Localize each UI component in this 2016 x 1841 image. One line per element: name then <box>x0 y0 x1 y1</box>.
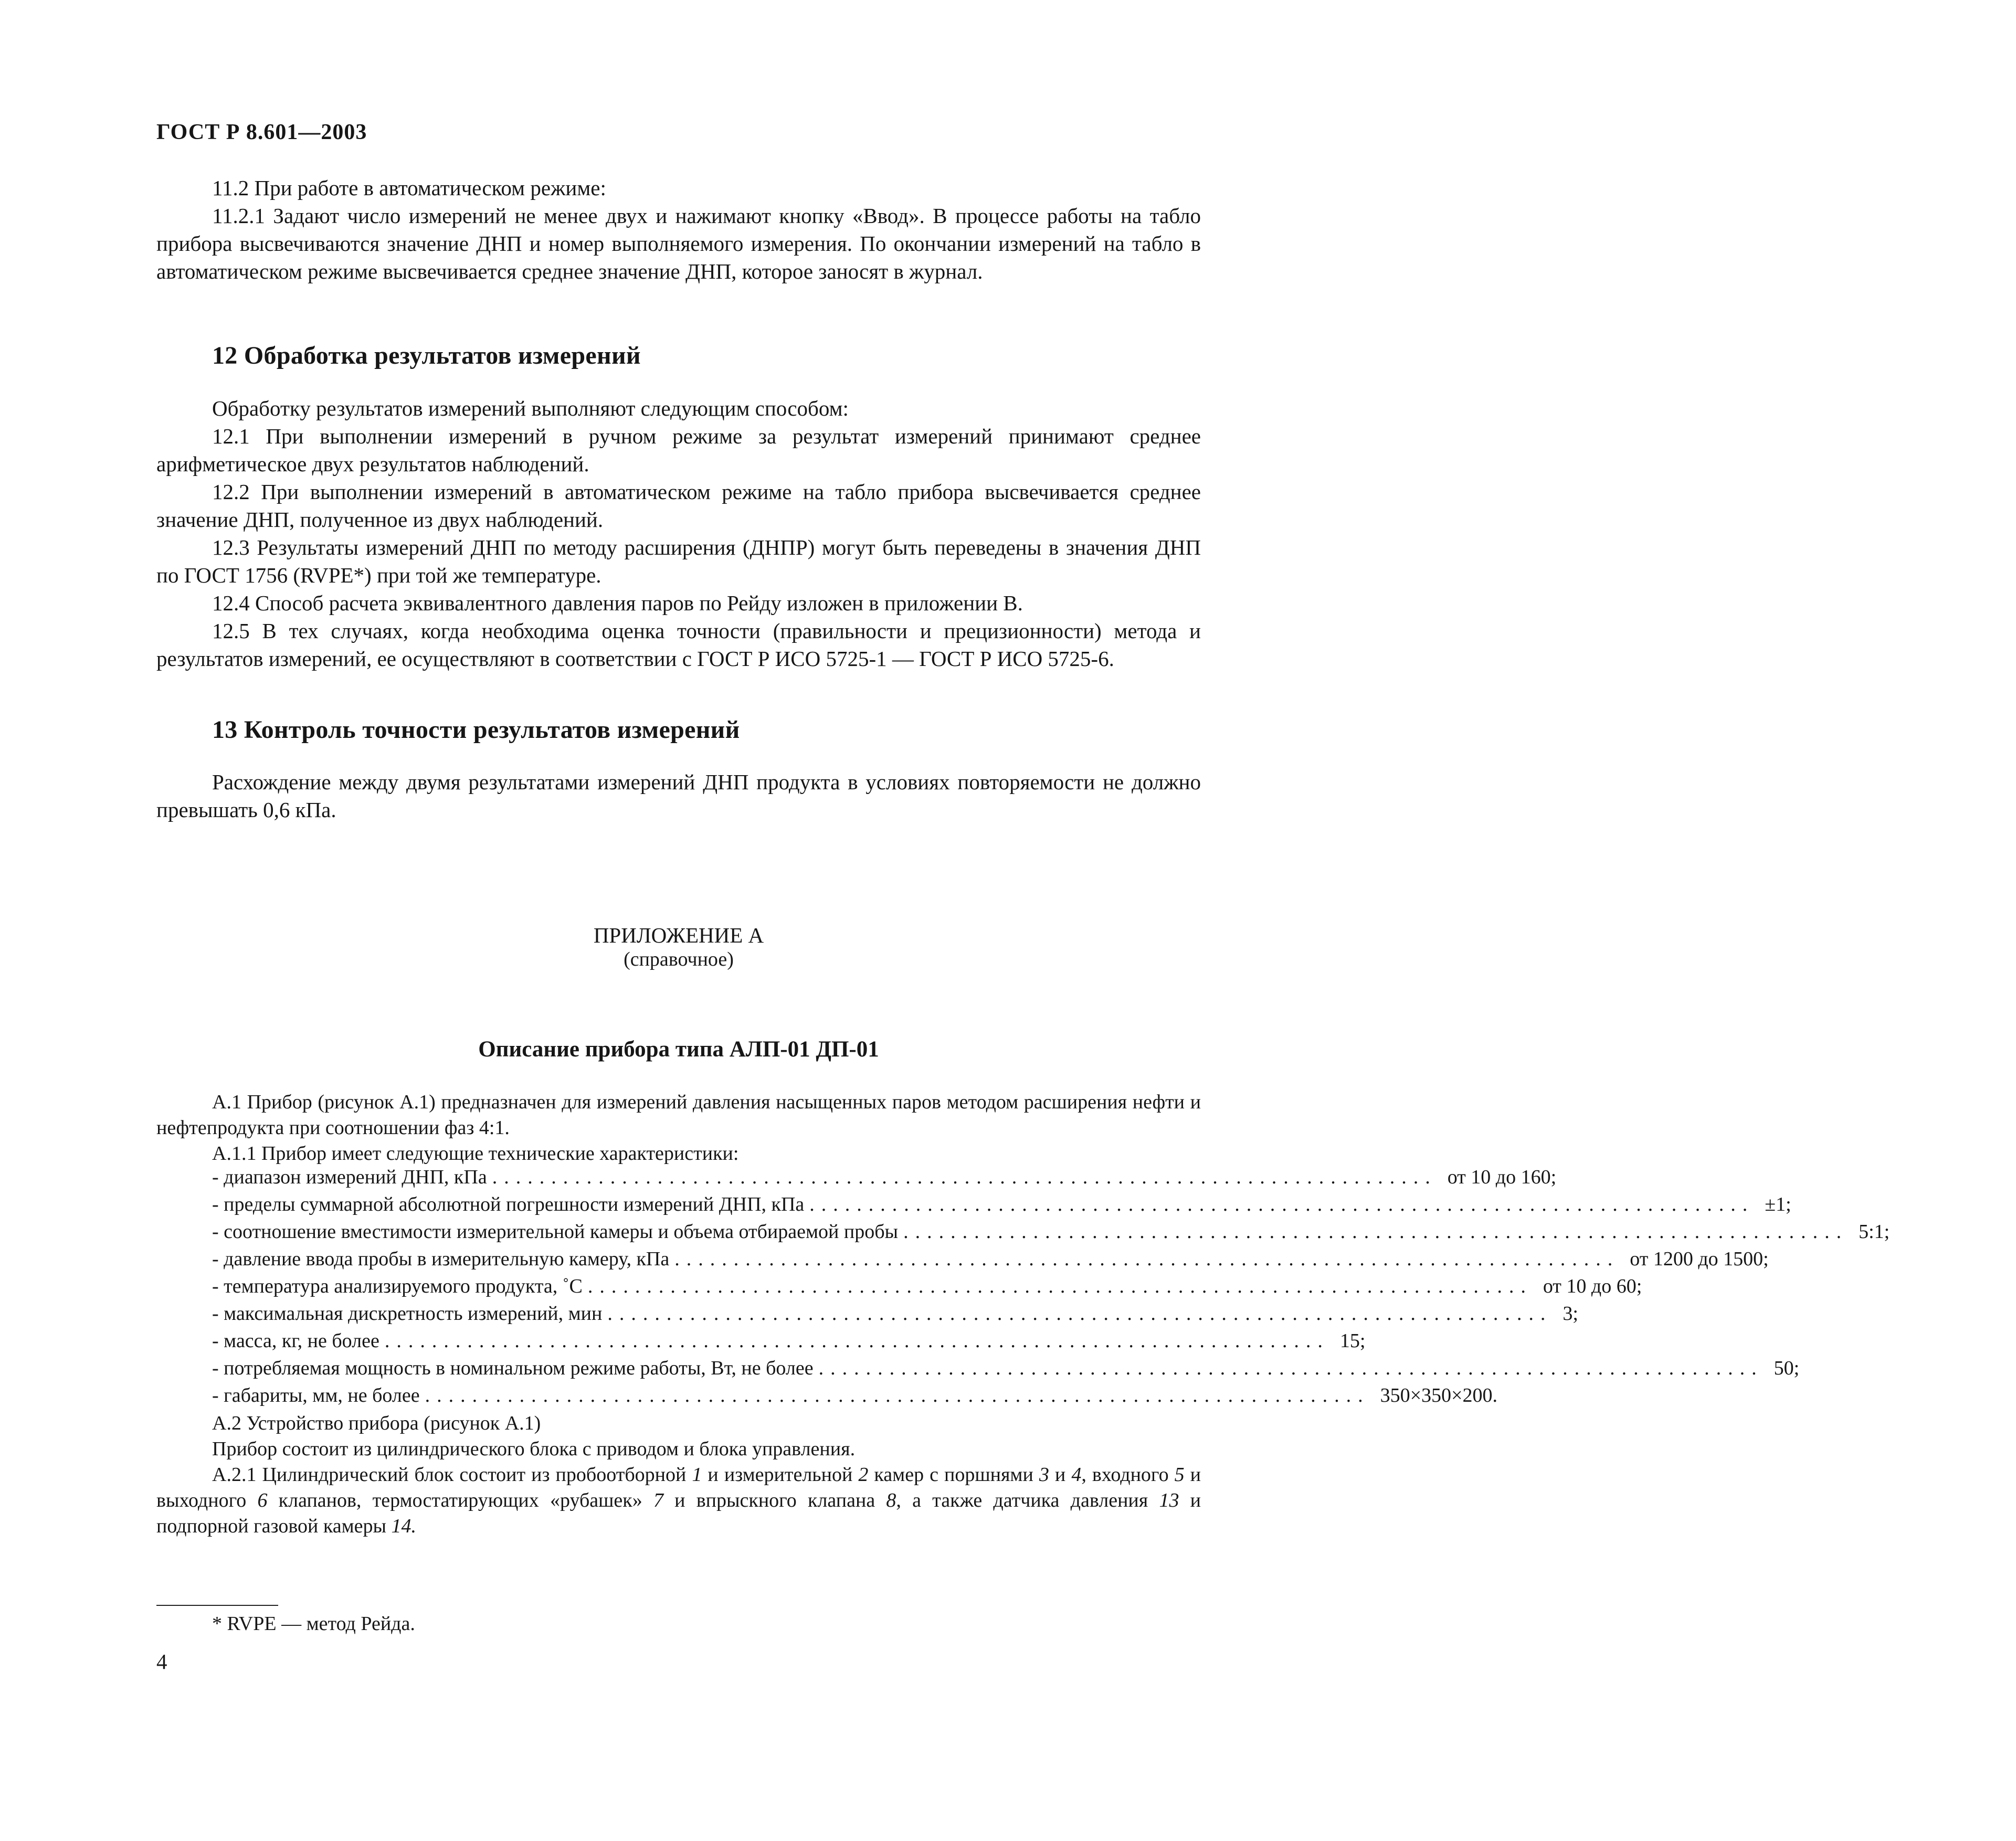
spec-row <box>212 1220 1890 1247</box>
dot-leader: ................................................................................ <box>492 1166 1437 1188</box>
dot-leader: ................................................................................ <box>903 1221 1849 1243</box>
specifications-list <box>212 1166 1890 1411</box>
paragraph-11-2-1: 11.2.1 Задают число измерений не менее двух и нажимают кнопку «Ввод». В процессе работы на табло прибора высвечиваются значение ДНП и номер выполняемого измерения. По окончании измерений на табло в автоматическом режиме высвечивается среднее значение ДНП, которое заносят в журнал. <box>156 204 1201 283</box>
a21-text: камер с поршнями <box>868 1464 1039 1486</box>
a21-text: и подпорной газовой камеры <box>156 1489 1201 1537</box>
footnote: * RVPE — метод Рейда. <box>212 1613 415 1635</box>
a21-text: и измерительной <box>702 1464 859 1486</box>
a21-ref: 13 <box>1159 1489 1179 1511</box>
spec-value: 5:1; <box>1859 1221 1890 1243</box>
spec-value: 3; <box>1563 1303 1578 1325</box>
a21-ref: 8 <box>886 1489 896 1511</box>
spec-value: 15; <box>1339 1330 1366 1352</box>
a21-ref: 6 <box>257 1489 268 1511</box>
spec-row <box>212 1302 1578 1329</box>
a21-text: клапанов, термостатирующих «рубашек» <box>267 1489 653 1511</box>
dot-leader: ................................................................................ <box>818 1357 1764 1379</box>
spec-value: от 1200 до 1500; <box>1630 1248 1769 1270</box>
page-number: 4 <box>156 1649 167 1674</box>
a21-ref: 5 <box>1174 1464 1185 1486</box>
spec-value: ±1; <box>1765 1193 1791 1215</box>
dot-leader: ................................................................................ <box>587 1275 1533 1297</box>
appendix-subtitle: (справочное) <box>624 948 734 970</box>
spec-name: - пределы суммарной абсолютной погрешности измерений ДНП, кПа <box>212 1193 809 1216</box>
dot-leader: ................................................................................ <box>674 1248 1620 1270</box>
section-13-heading: 13 Контроль точности результатов измерений <box>212 716 740 744</box>
spec-row <box>212 1247 1769 1275</box>
spec-name: - масса, кг, не более <box>212 1329 385 1352</box>
paragraph-12-3: 12.3 Результаты измерений ДНП по методу расширения (ДНПР) могут быть переведены в значения ДНП по ГОСТ 1756 (RVPE*) при той же температуре. <box>156 535 1201 587</box>
a21-text: и впрыскного клапана <box>663 1489 886 1511</box>
spec-name: - соотношение вместимости измерительной камеры и объема отбираемой пробы <box>212 1220 903 1243</box>
spec-name: - габариты, мм, не более <box>212 1384 425 1407</box>
paragraph-a2-1 <box>156 1462 1201 1539</box>
spec-name: - максимальная дискретность измерений, мин <box>212 1302 607 1325</box>
appendix-heading: Описание прибора типа АЛП-01 ДП-01 <box>478 1037 879 1062</box>
appendix-a1-block <box>156 1089 1201 1167</box>
spec-row <box>212 1384 1497 1411</box>
paragraph-a2: А.2 Устройство прибора (рисунок А.1) <box>212 1412 541 1434</box>
paragraph-12-4: 12.4 Способ расчета эквивалентного давления паров по Рейду изложен в приложении В. <box>212 591 1023 615</box>
spec-row <box>212 1275 1642 1302</box>
a21-ref: 2 <box>858 1464 869 1486</box>
a21-ref: 1 <box>692 1464 702 1486</box>
a21-text: А.2.1 Цилиндрический блок состоит из пробоотборной <box>212 1464 692 1486</box>
spec-value: 50; <box>1774 1357 1800 1379</box>
appendix-a2-block <box>156 1411 1201 1539</box>
paragraph-12-2: 12.2 При выполнении измерений в автоматическом режиме на табло прибора высвечивается среднее значение ДНП, полученное из двух наблюдений. <box>156 480 1201 532</box>
a21-text: и выходного <box>156 1464 1201 1511</box>
section-11-block <box>156 174 1201 285</box>
spec-value: от 10 до 60; <box>1543 1275 1642 1297</box>
a21-ref: 4 <box>1071 1464 1082 1486</box>
dot-leader: ................................................................................ <box>384 1330 1329 1352</box>
paragraph-12-intro: Обработку результатов измерений выполняют следующим способом: <box>212 396 849 420</box>
paragraph-a1-1: А.1.1 Прибор имеет следующие технические характеристики: <box>212 1142 739 1165</box>
dot-leader: ................................................................................ <box>607 1303 1553 1325</box>
a21-text: и <box>1049 1464 1072 1486</box>
appendix-title: ПРИЛОЖЕНИЕ А <box>593 923 764 947</box>
a21-ref: 14. <box>391 1515 417 1537</box>
spec-row <box>212 1166 1557 1193</box>
a21-ref: 3 <box>1039 1464 1049 1486</box>
paragraph-13: Расхождение между двумя результатами измерений ДНП продукта в условиях повторяемости не должно превышать 0,6 кПа. <box>156 770 1201 822</box>
paragraph-11-2: 11.2 При работе в автоматическом режиме: <box>212 176 606 200</box>
section-12-heading: 12 Обработка результатов измерений <box>212 342 641 369</box>
dot-leader: ................................................................................ <box>809 1193 1755 1215</box>
spec-name: - потребляемая мощность в номинальном режиме работы, Вт, не более <box>212 1357 819 1380</box>
spec-value: 350×350×200. <box>1380 1384 1497 1406</box>
section-12-block <box>156 395 1201 673</box>
paragraph-12-5: 12.5 В тех случаях, когда необходима оценка точности (правильности и прецизионности) метода и результатов измерений, ее осуществляют в соответствии с ГОСТ Р ИСО 5725-1 — ГОСТ Р ИСО 5725-6. <box>156 619 1201 671</box>
spec-name: - температура анализируемого продукта, ˚С <box>212 1275 588 1298</box>
section-13-block <box>156 768 1201 824</box>
spec-name: - давление ввода пробы в измерительную камеру, кПа <box>212 1247 674 1271</box>
paragraph-a1: А.1 Прибор (рисунок А.1) предназначен для измерений давления насыщенных паров методом расширения нефти и нефтепродукта при соотношении фаз 4:1. <box>156 1091 1201 1139</box>
running-head: ГОСТ Р 8.601—2003 <box>156 120 367 144</box>
a21-ref: 7 <box>653 1489 663 1511</box>
spec-value: от 10 до 160; <box>1447 1166 1557 1188</box>
a21-text: , а также датчика давления <box>896 1489 1159 1511</box>
spec-row <box>212 1193 1791 1220</box>
footnote-divider <box>156 1605 278 1606</box>
spec-row <box>212 1357 1800 1384</box>
document-page <box>156 0 1890 1841</box>
paragraph-a2-text: Прибор состоит из цилиндрического блока с приводом и блока управления. <box>212 1438 856 1460</box>
spec-row <box>212 1329 1366 1357</box>
paragraph-12-1: 12.1 При выполнении измерений в ручном режиме за результат измерений принимают среднее арифметическое двух результатов наблюдений. <box>156 424 1201 476</box>
dot-leader: ................................................................................ <box>425 1384 1370 1406</box>
a21-text: , входного <box>1081 1464 1175 1486</box>
spec-name: - диапазон измерений ДНП, кПа <box>212 1166 492 1189</box>
